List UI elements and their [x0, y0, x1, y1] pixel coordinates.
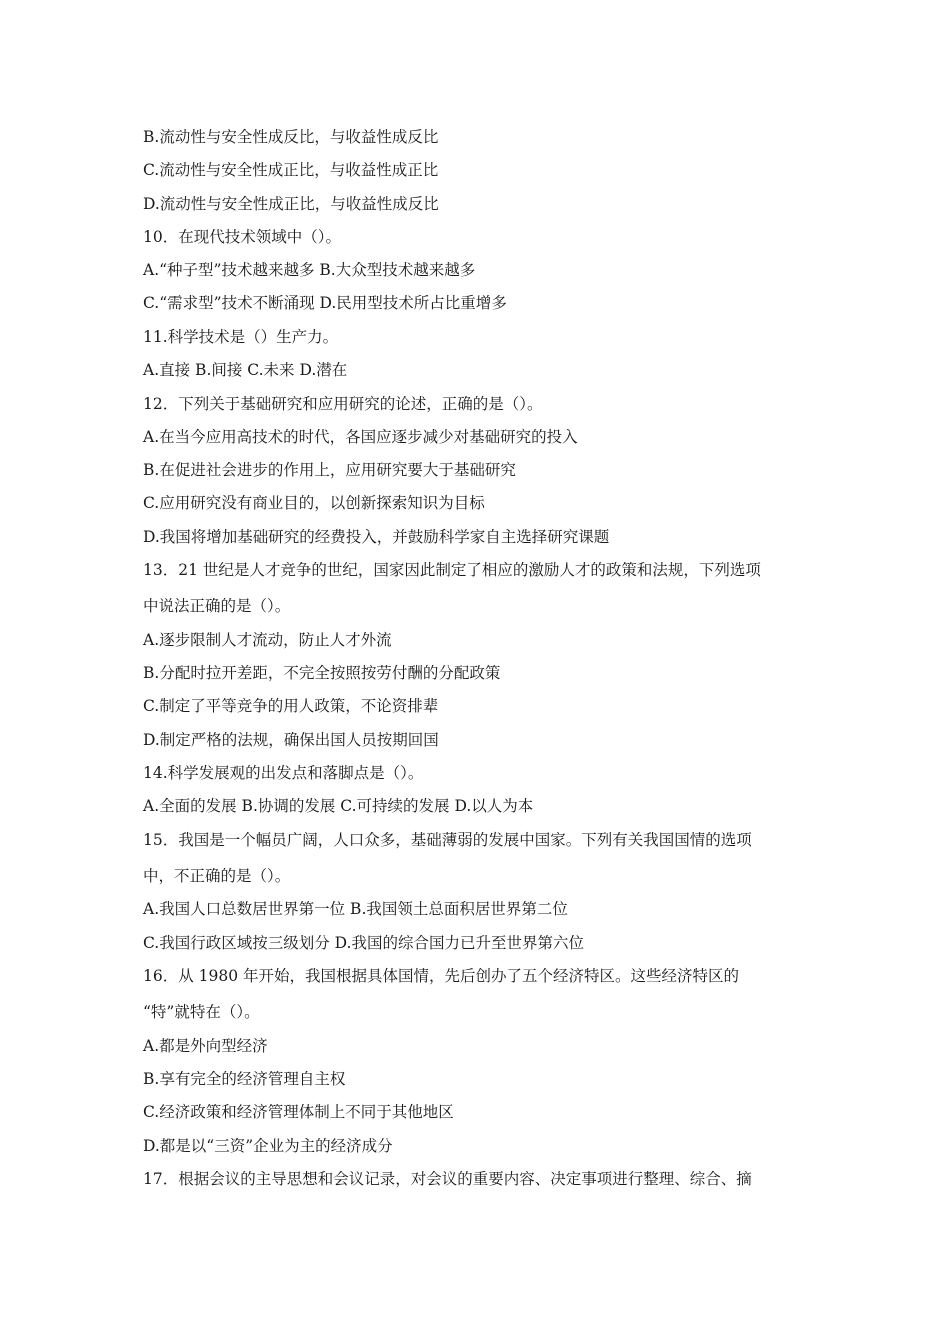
- text-line: 17．根据会议的主导思想和会议记录，对会议的重要内容、决定事项进行整理、综合、摘: [143, 1170, 752, 1188]
- text-line: 中，不正确的是（）。: [143, 867, 291, 885]
- text-line: B.流动性与安全性成反比，与收益性成反比: [143, 128, 439, 146]
- text-line: C.经济政策和经济管理体制上不同于其他地区: [143, 1103, 454, 1121]
- text-line: C.流动性与安全性成正比，与收益性成正比: [143, 161, 439, 179]
- text-line: 14.科学发展观的出发点和落脚点是（）。: [143, 764, 424, 782]
- text-line: B.分配时拉开差距，不完全按照按劳付酬的分配政策: [143, 664, 501, 682]
- text-line: C.制定了平等竞争的用人政策，不论资排辈: [143, 697, 439, 715]
- text-line: 10．在现代技术领域中（）。: [143, 228, 341, 246]
- text-line: D.我国将增加基础研究的经费投入，并鼓励科学家自主选择研究课题: [143, 528, 610, 546]
- text-line: D.流动性与安全性成正比，与收益性成反比: [143, 195, 439, 213]
- text-line: A.我国人口总数居世界第一位 B.我国领土总面积居世界第二位: [143, 900, 568, 918]
- text-line: C.应用研究没有商业目的，以创新探索知识为目标: [143, 494, 485, 512]
- text-line: 中说法正确的是（）。: [143, 597, 291, 615]
- text-line: B.在促进社会进步的作用上，应用研究要大于基础研究: [143, 461, 516, 479]
- text-line: A.逐步限制人才流动，防止人才外流: [143, 631, 392, 649]
- text-line: A.全面的发展 B.协调的发展 C.可持续的发展 D.以人为本: [143, 797, 534, 815]
- text-line: A.“种子型”技术越来越多 B.大众型技术越来越多: [143, 261, 476, 279]
- text-line: 13．21 世纪是人才竞争的世纪，国家因此制定了相应的激励人才的政策和法规，下列选项: [143, 561, 761, 579]
- text-line: A.在当今应用高技术的时代，各国应逐步减少对基础研究的投入: [143, 428, 578, 446]
- text-line: 15．我国是一个幅员广阔，人口众多，基础薄弱的发展中国家。下列有关我国国情的选项: [143, 831, 752, 849]
- text-line: 12．下列关于基础研究和应用研究的论述，正确的是（）。: [143, 395, 543, 413]
- text-line: A.直接 B.间接 C.未来 D.潜在: [143, 361, 348, 379]
- text-line: 11.科学技术是（）生产力。: [143, 328, 339, 346]
- text-line: 16．从 1980 年开始，我国根据具体国情，先后创办了五个经济特区。这些经济特区的: [143, 967, 740, 985]
- text-line: A.都是外向型经济: [143, 1037, 268, 1055]
- text-line: B.享有完全的经济管理自主权: [143, 1070, 346, 1088]
- text-line: D.都是以“三资”企业为主的经济成分: [143, 1137, 393, 1155]
- text-line: C.“需求型”技术不断涌现 D.民用型技术所占比重增多: [143, 294, 507, 312]
- text-line: “特”就特在（）。: [143, 1003, 260, 1021]
- text-line: C.我国行政区域按三级划分 D.我国的综合国力已升至世界第六位: [143, 934, 584, 952]
- text-line: D.制定严格的法规，确保出国人员按期回国: [143, 731, 439, 749]
